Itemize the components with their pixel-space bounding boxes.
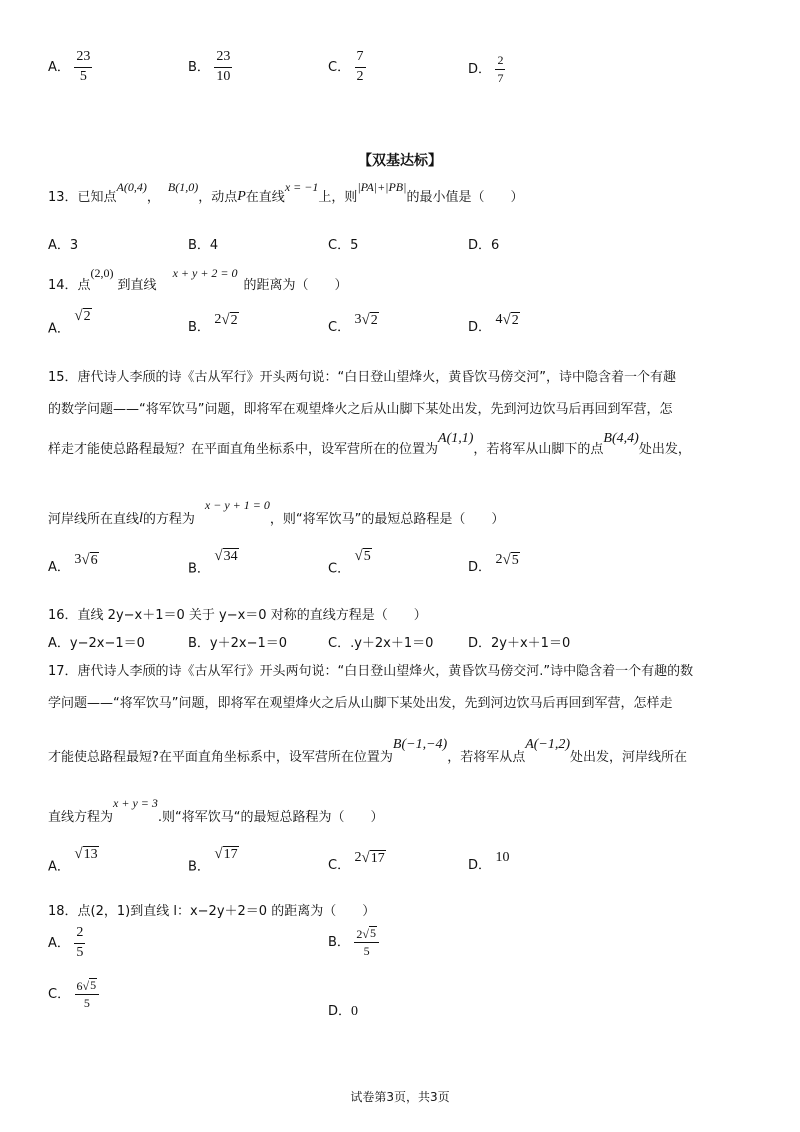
fraction-bar bbox=[74, 943, 85, 944]
q17-line-3: 才能使总路程最短?在平面直角坐标系中，设军营所在位置为 B(−1,−4) ，若将军从点 A(−1,2) 处出发，河岸线所在 bbox=[48, 737, 688, 765]
q13-text-2: ，动点 bbox=[198, 190, 238, 205]
q14-text-3: 的距离为（ ） bbox=[243, 278, 348, 293]
fraction-bar bbox=[495, 69, 505, 70]
q13-comma: ， bbox=[146, 190, 160, 205]
option-label: C． bbox=[328, 60, 351, 76]
fraction bbox=[354, 926, 379, 958]
point: (2,0) bbox=[90, 266, 114, 280]
sqrt-expression: √ 5 bbox=[354, 548, 371, 565]
q14-option-b bbox=[188, 312, 239, 336]
q17-option-b bbox=[188, 846, 239, 875]
q13-option-c: C．5 bbox=[328, 238, 359, 253]
q18-option-b bbox=[328, 926, 379, 958]
distance-expression: |PA|+|PB| bbox=[357, 180, 407, 194]
fraction-bar bbox=[74, 67, 92, 68]
option-label: B． bbox=[188, 859, 210, 875]
denominator: 5 bbox=[363, 944, 370, 959]
top-option-a bbox=[48, 50, 92, 84]
numerator: 2 bbox=[497, 53, 504, 67]
river-line-equation: x − y + 1 = 0 bbox=[204, 498, 270, 512]
section-title: 【双基达标】 bbox=[358, 153, 442, 169]
sqrt-expression: 2 √ 17 bbox=[354, 850, 385, 866]
option-label: B． bbox=[188, 60, 210, 76]
q15-line-1: 15．唐代诗人李颀的诗《古从军行》开头两句说：“白日登山望烽火，黄昏饮马傍交河”，诗中隐含着一个有趣 bbox=[48, 370, 677, 385]
q13-option-d: D．6 bbox=[468, 238, 500, 253]
q15-line-4: 河岸线所在直线 l 的方程为 x − y + 1 = 0 ，则“将军饮马”的最短总路程是（ ） bbox=[48, 498, 505, 527]
option-value: 10 bbox=[495, 850, 510, 865]
point-a: A(1,1) bbox=[438, 431, 474, 446]
fraction bbox=[214, 50, 232, 84]
option-label: C． bbox=[328, 561, 351, 577]
denominator: 5 bbox=[76, 944, 84, 960]
line-equation: x + y + 2 = 0 bbox=[172, 266, 238, 280]
q13-text-5: 的最小值是（ ） bbox=[406, 190, 524, 205]
point-b: B(1,0) bbox=[167, 180, 199, 194]
numerator: 2 bbox=[76, 925, 84, 940]
option-label: B． bbox=[328, 934, 350, 950]
q13-text-3: 在直线 bbox=[245, 190, 285, 205]
q17-option-d bbox=[468, 850, 510, 874]
q13-option-b: B．4 bbox=[188, 238, 219, 253]
point-a: A(0,4) bbox=[116, 180, 147, 194]
q13-option-a: A．3 bbox=[48, 238, 79, 253]
sqrt-expression: 3 √ 6 bbox=[74, 552, 98, 568]
denominator: 7 bbox=[497, 70, 504, 85]
fraction-bar bbox=[75, 994, 100, 995]
q18-option-c bbox=[48, 978, 99, 1010]
option-label: D． bbox=[468, 320, 492, 335]
point-b: B(4,4) bbox=[603, 431, 639, 446]
numerator: 2 √ 5 bbox=[356, 926, 376, 942]
q17-option-a bbox=[48, 846, 99, 875]
option-label: D． bbox=[468, 62, 492, 78]
option-label: A． bbox=[48, 936, 70, 952]
numerator: 23 bbox=[216, 49, 231, 64]
q15-line-2: 的数学问题——“将军饮马”问题，即将军在观望烽火之后从山脚下某处出发，先到河边饮马后再回到军营，怎 bbox=[48, 402, 673, 417]
denominator: 10 bbox=[216, 68, 231, 84]
denominator: 5 bbox=[79, 68, 87, 84]
option-label: A． bbox=[48, 321, 70, 337]
q17-option-c bbox=[328, 850, 386, 874]
sqrt-expression: √ 34 bbox=[214, 548, 238, 565]
sqrt-expression: 4 √ 2 bbox=[495, 312, 519, 328]
question-13-stem bbox=[48, 180, 524, 205]
fraction-bar bbox=[214, 67, 232, 68]
q15-line-3: 样走才能使总路程最短？在平面直角坐标系中，设军营所在的位置为 A(1,1) ，若将军从山脚下的点 B(4,4) 处出发， bbox=[48, 431, 691, 457]
q16-stem: 16．直线 2y−x＋1＝0 关于 y−x＝0 对称的直线方程是（ ） bbox=[48, 608, 427, 623]
option-label: C． bbox=[328, 320, 351, 335]
fraction bbox=[355, 50, 366, 84]
sqrt-expression: √ 2 bbox=[74, 308, 91, 325]
river-line-equation: x + y = 3 bbox=[113, 796, 158, 810]
top-option-d bbox=[468, 54, 505, 84]
sqrt-expression: 2 √ 2 bbox=[214, 312, 238, 328]
page-footer: 试卷第3页，共3页 bbox=[350, 1090, 450, 1104]
q14-option-a bbox=[48, 308, 92, 337]
q16-option-c: C．.y＋2x＋1＝0 bbox=[328, 636, 434, 651]
denominator: 5 bbox=[83, 996, 90, 1011]
option-label: A． bbox=[48, 560, 70, 575]
option-label: C． bbox=[48, 986, 71, 1002]
q13-text-4: 上，则 bbox=[318, 190, 358, 205]
numerator: 23 bbox=[76, 49, 91, 64]
line-equation: x = −1 bbox=[284, 180, 319, 194]
fraction bbox=[74, 926, 85, 960]
line-l: l bbox=[139, 511, 143, 526]
numerator: 6 √ 5 bbox=[76, 978, 97, 994]
option-label: B． bbox=[188, 320, 210, 335]
option-label: D． bbox=[468, 560, 492, 575]
option-label: B． bbox=[188, 561, 210, 577]
fraction-bar bbox=[355, 67, 366, 68]
q14-option-c bbox=[328, 312, 379, 336]
q14-text-1: 14．点 bbox=[48, 278, 91, 293]
q17-line-2: 学问题——“将军饮马”问题，即将军在观望烽火之后从山脚下某处出发，先到河边饮马后再回到军营，怎样走 bbox=[48, 696, 673, 711]
q14-text-2: 到直线 bbox=[117, 278, 157, 293]
q15-option-d bbox=[468, 552, 520, 576]
q18-option-a bbox=[48, 926, 85, 960]
q16-option-d: D．2y＋x＋1＝0 bbox=[468, 636, 571, 651]
q15-option-a bbox=[48, 552, 99, 576]
sqrt-expression: 2 √ 5 bbox=[495, 552, 519, 568]
fraction bbox=[495, 54, 505, 84]
top-option-b bbox=[188, 50, 232, 84]
q15-option-b bbox=[188, 548, 239, 577]
q18-stem: 18．点(2，1)到直线 l：x−2y＋2＝0 的距离为（ ） bbox=[48, 904, 376, 919]
sqrt-expression: √ 17 bbox=[214, 846, 238, 863]
q13-text-1: 13．已知点 bbox=[48, 190, 117, 205]
sqrt-expression: 3 √ 2 bbox=[354, 312, 378, 328]
option-label: C． bbox=[328, 858, 351, 873]
top-option-c bbox=[328, 50, 366, 84]
sqrt-expression: √ 13 bbox=[74, 846, 98, 863]
fraction-bar bbox=[354, 942, 379, 943]
question-14-stem bbox=[48, 266, 348, 293]
fraction bbox=[74, 50, 92, 84]
option-label: D． bbox=[468, 858, 492, 873]
q17-line-1: 17．唐代诗人李颀的诗《古从军行》开头两句说：“白日登山望烽火，黄昏饮马傍交河.”诗中隐含着一个有趣的数 bbox=[48, 664, 694, 679]
option-label: A． bbox=[48, 859, 70, 875]
fraction bbox=[75, 978, 100, 1010]
numerator: 7 bbox=[356, 49, 364, 64]
point-b: B(−1,−4) bbox=[392, 737, 448, 752]
q15-option-c bbox=[328, 548, 372, 577]
point-a: A(−1,2) bbox=[525, 737, 571, 752]
option-label: A． bbox=[48, 60, 70, 76]
q17-line-4: 直线方程为 x + y = 3 .则“将军饮马“的最短总路程为（ ） bbox=[48, 796, 384, 825]
denominator: 2 bbox=[356, 68, 364, 84]
q18-option-d: D．0 bbox=[328, 1004, 359, 1019]
q16-option-a: A．y−2x−1＝0 bbox=[48, 636, 145, 651]
q16-option-b: B．y＋2x−1＝0 bbox=[188, 636, 288, 651]
q14-option-d bbox=[468, 312, 520, 336]
point-p: P bbox=[237, 189, 246, 204]
